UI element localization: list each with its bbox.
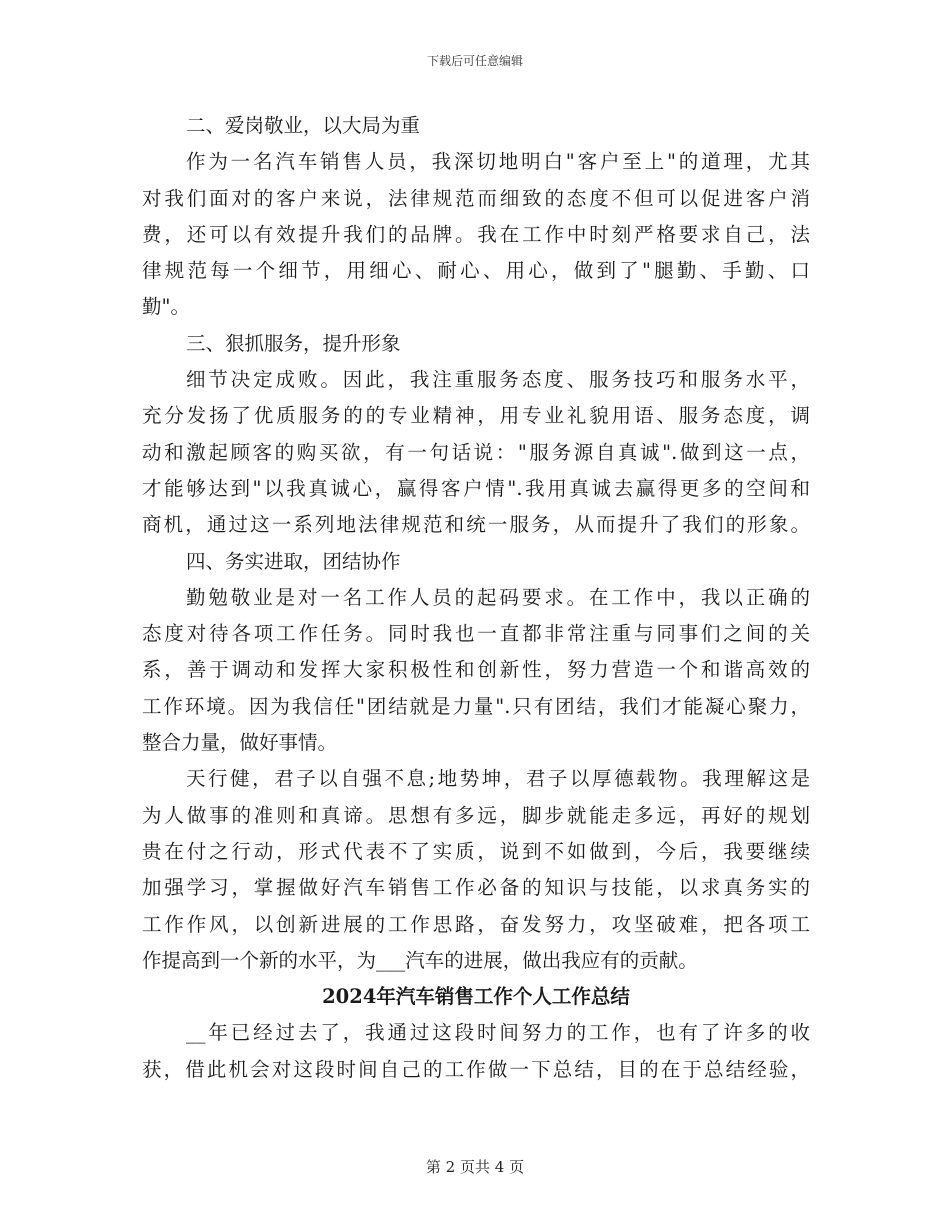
paragraph-line: 工作作风，以创新进展的工作思路，奋发努力，攻坚破难，把各项工 [142, 912, 810, 936]
paragraph-line: 贵在付之行动，形式代表不了实质，说到不如做到，今后，我要继续 [142, 839, 810, 863]
paragraph-line: 系，善于调动和发挥大家积极性和创新性，努力营造一个和谐高效的 [142, 658, 810, 682]
page-header: 下载后可任意编辑 [426, 54, 523, 68]
paragraph-line: __年已经过去了，我通过这段时间努力的工作，也有了许多的收 [186, 1021, 810, 1045]
paragraph-line: 才能够达到"以我真诚心，赢得客户情".我用真诚去赢得更多的空间和 [142, 476, 810, 500]
document-body [142, 108, 810, 1088]
paragraph-line: 加强学习，掌握做好汽车销售工作必备的知识与技能，以求真务实的 [142, 876, 810, 900]
paragraph-line: 作提高到一个新的水平，为___汽车的进展，做出我应有的贡献。 [142, 948, 698, 972]
paragraph-line: 勤勉敬业是对一名工作人员的起码要求。在工作中，我以正确的 [186, 585, 810, 609]
section-heading-3: 三、狠抓服务，提升形象 [186, 331, 401, 355]
paragraph-line: 律规范每一个细节，用细心、耐心、用心，做到了"腿勤、手勤、口 [142, 259, 810, 283]
paragraph-line: 天行健，君子以自强不息;地势坤，君子以厚德载物。我理解这是 [186, 767, 810, 791]
paragraph-line: 整合力量，做好事情。 [142, 731, 338, 755]
paragraph-line: 细节决定成败。因此，我注重服务态度、服务技巧和服务水平， [186, 368, 810, 392]
paragraph-line: 为人做事的准则和真谛。思想有多远，脚步就能走多远，再好的规划 [142, 803, 810, 827]
paragraph-line: 勤"。 [142, 295, 190, 319]
paragraph-line: 费，还可以有效提升我们的品牌。我在工作中时刻严格要求自己，法 [142, 222, 810, 246]
section-heading-2: 二、爱岗敬业，以大局为重 [186, 114, 421, 137]
paragraph-line: 充分发扬了优质服务的的专业精神，用专业礼貌用语、服务态度，调 [142, 404, 810, 428]
paragraph-line: 获，借此机会对这段时间自己的工作做一下总结，目的在于总结经验， [142, 1057, 810, 1081]
section-heading-4: 四、务实进取，团结协作 [186, 549, 401, 573]
paragraph-line: 作为一名汽车销售人员，我深切地明白"客户至上"的道理，尤其 [186, 150, 810, 174]
paragraph-line: 商机，通过这一系列地法律规范和统一服务，从而提升了我们的形象。 [142, 513, 810, 537]
document-title: 2024年汽车销售工作个人工作总结 [322, 985, 630, 1009]
paragraph-line: 态度对待各项工作任务。同时我也一直都非常注重与同事们之间的关 [142, 622, 810, 646]
paragraph-line: 对我们面对的客户来说，法律规范而细致的态度不但可以促进客户消 [142, 186, 810, 210]
page-number: 第 2 页共 4 页 [425, 1158, 525, 1176]
paragraph-line: 动和激起顾客的购买欲，有一句话说："服务源自真诚".做到这一点， [142, 440, 810, 464]
paragraph-line: 工作环境。因为我信任"团结就是力量".只有团结，我们才能凝心聚力， [142, 694, 810, 718]
